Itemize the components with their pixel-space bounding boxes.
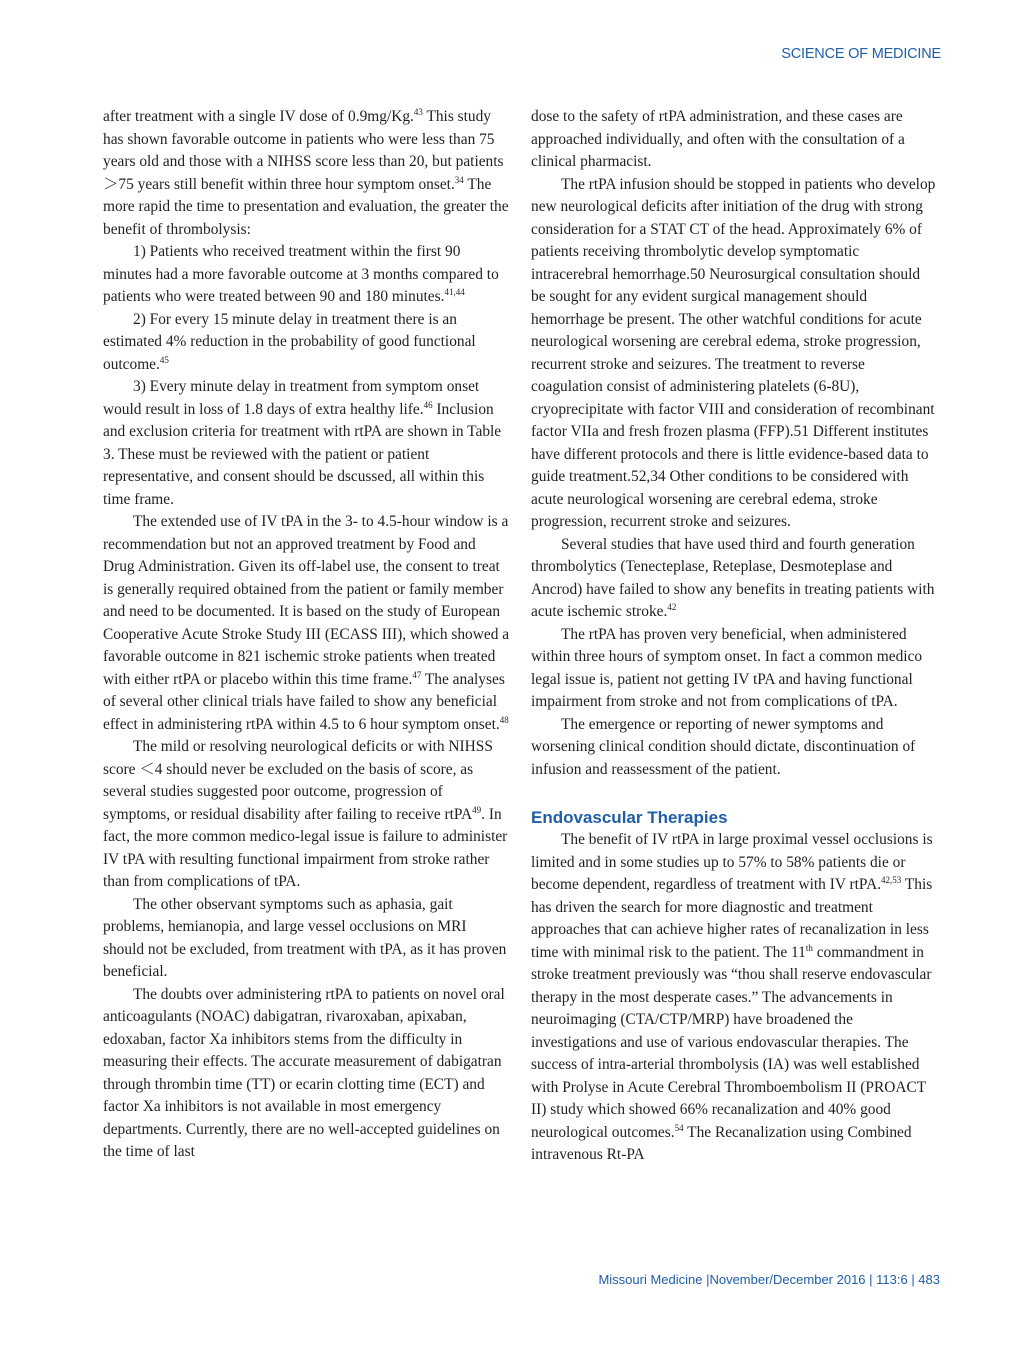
- text-run: commandment in stroke treatment previously was “thou shall reserve endovascular therapy in the most desperate cases.” The advancements in neuroimaging (CTA/CTP/MRP) have broadened the investigations and use of various endovascular therapies. The success of intra-arterial thrombolysis (IA) was well established with Prolyse in Acute Cerebral Thromboembolism II (PROACT II) study which showed 66% recanalization and 40% good neurological outcomes.: [531, 943, 932, 1141]
- text-run: Several studies that have used third and fourth generation thrombolytics (Tenecteplase, Reteplase, Desmoteplase and Ancrod) have failed to show any benefits in treating patients with acute ischemic stroke.: [531, 535, 935, 620]
- paragraph: [103, 984, 511, 1164]
- paragraph: [531, 174, 936, 534]
- paragraph: [103, 511, 511, 736]
- ordinal-suffix: th: [805, 942, 813, 953]
- section-heading: Endovascular Therapies: [531, 808, 728, 827]
- left-column: [103, 106, 511, 1164]
- text-run: The extended use of IV tPA in the 3- to 4.5-hour window is a recommendation but not an approved treatment by Food and Drug Administration. Given its off-label use, the consent to treat is generally required obtained from the patient or family member and need to be documented. It is based on the study of European Cooperative Acute Stroke Study III (ECASS III), which showed a favorable outcome in 821 ischemic stroke patients when treated with either rtPA or placebo within this time frame.: [103, 513, 510, 688]
- text-run: The rtPA has proven very beneficial, when administered within three hours of symptom onset. In fact a common medico legal issue is, patient not getting IV tPA and having functional impairment from stroke and not from complications of tPA.: [531, 625, 923, 710]
- paragraph: [531, 714, 936, 782]
- citation-ref: 47: [412, 669, 422, 680]
- citation-ref: 42,53: [881, 874, 902, 885]
- citation-ref: 45: [159, 354, 169, 365]
- paragraph: [103, 376, 511, 511]
- paragraph: [103, 894, 511, 984]
- citation-ref: 43: [413, 106, 423, 117]
- paragraph: [531, 106, 936, 174]
- text-run: This has driven the search for more diagnostic and treatment approaches that can achieve higher rates of recanalization in less time with minimal risk to the patient. The 11: [531, 876, 933, 961]
- text-run: . In fact, the more common medico-legal issue is failure to administer IV tPA with resulting functional impairment from stroke rather than from complications of tPA.: [103, 805, 508, 890]
- citation-ref: 41,44: [444, 286, 465, 297]
- text-run: after treatment with a single IV dose of 0.9mg/Kg.: [103, 108, 414, 125]
- text-run: The doubts over administering rtPA to patients on novel oral anticoagulants (NOAC) dabigatran, rivaroxaban, apixaban, edoxaban, factor Xa inhibitors stems from the difficulty in measuring their effects. The accurate measurement of dabigatran through thrombin time (TT) or ecarin clotting time (ECT) and factor Xa inhibitors is not available in most emergency departments. Currently, there are no well-accepted guidelines on the time of last: [103, 985, 505, 1160]
- citation-ref: 54: [674, 1122, 684, 1133]
- paragraph: [531, 829, 936, 1167]
- text-run: 3) Every minute delay in treatment from symptom onset would result in loss of 1.8 days of extra healthy life.: [103, 378, 480, 418]
- text-run: 2) For every 15 minute delay in treatment there is an estimated 4% reduction in the probability of good functional outcome.: [103, 310, 476, 373]
- text-run: 1) Patients who received treatment within the first 90 minutes had a more favorable outcome at 3 months compared to patients who were treated between 90 and 180 minutes.: [103, 243, 499, 305]
- citation-ref: 46: [423, 399, 433, 410]
- paragraph: [531, 534, 936, 624]
- text-run: The other observant symptoms such as aphasia, gait problems, hemianopia, and large vessel occlusions on MRI should not be excluded, from treatment with tPA, as it has proven beneficial.: [103, 895, 507, 980]
- text-run: The analyses of several other clinical trials have failed to show any beneficial effect in administering rtPA within 4.5 to 6 hour symptom onset.: [103, 670, 505, 733]
- paragraph: [103, 106, 511, 241]
- page-footer: Missouri Medicine |November/December 2016 | 113:6 | 483: [598, 1272, 940, 1287]
- citation-ref: 34: [454, 174, 464, 185]
- paragraph: [103, 241, 511, 309]
- text-run: dose to the safety of rtPA administration, and these cases are approached individually, and often with the consultation of a clinical pharmacist.: [531, 108, 905, 170]
- citation-ref: 42: [667, 601, 677, 612]
- text-run: Inclusion and exclusion criteria for treatment with rtPA are shown in Table 3. These must be reviewed with the patient or patient representative, and consent should be dscussed, all within this time frame.: [103, 400, 502, 508]
- text-run: This study has shown favorable outcome in patients who were less than 75 years old and those with a NIHSS score less than 20, but patients ＞75 years still benefit within three hour symptom onset.: [103, 108, 504, 193]
- right-column: [531, 106, 936, 1167]
- paragraph: [103, 309, 511, 377]
- text-run: The benefit of IV rtPA in large proximal vessel occlusions is limited and in some studies up to 57% to 58% patients die or become dependent, regardless of treatment with IV rtPA.: [531, 831, 933, 893]
- text-run: The rtPA infusion should be stopped in patients who develop new neurological deficits after initiation of the drug with strong consideration for a STAT CT of the head. Approximately 6% of patients receiving thrombolytic develop symptomatic intracerebral hemorrhage.50 Neurosurgical consultation should be sought for any evident surgical management should hemorrhage be present. The other watchful conditions for acute neurological worsening are cerebral edema, stroke progression, recurrent stroke and seizures. The treatment to reverse coagulation consist of administering platelets (6-8U), cryoprecipitate with factor VIII and consideration of recombinant factor VIIa and fresh frozen plasma (FFP).51 Different institutes have different protocols and there is little evidence-based data to guide treatment.52,34 Other conditions to be considered with acute neurological worsening are cerebral edema, stroke progression, recurrent stroke and seizures.: [531, 175, 936, 530]
- text-run: The Recanalization using Combined intravenous Rt-PA: [531, 1123, 912, 1163]
- section-header: SCIENCE OF MEDICINE: [781, 46, 941, 62]
- paragraph: [103, 736, 511, 894]
- text-run: The more rapid the time to presentation and evaluation, the greater the benefit of thrombolysis:: [103, 175, 509, 238]
- paragraph: [531, 624, 936, 714]
- text-run: The mild or resolving neurological deficits or with NIHSS score ＜4 should never be excluded on the basis of score, as several studies suggested poor outcome, progression of symptoms, or residual disability after failing to receive rtPA: [103, 738, 493, 823]
- citation-ref: 48: [499, 714, 509, 725]
- citation-ref: 49: [472, 804, 482, 815]
- text-run: The emergence or reporting of newer symptoms and worsening clinical condition should dictate, discontinuation of infusion and reassessment of the patient.: [531, 715, 916, 778]
